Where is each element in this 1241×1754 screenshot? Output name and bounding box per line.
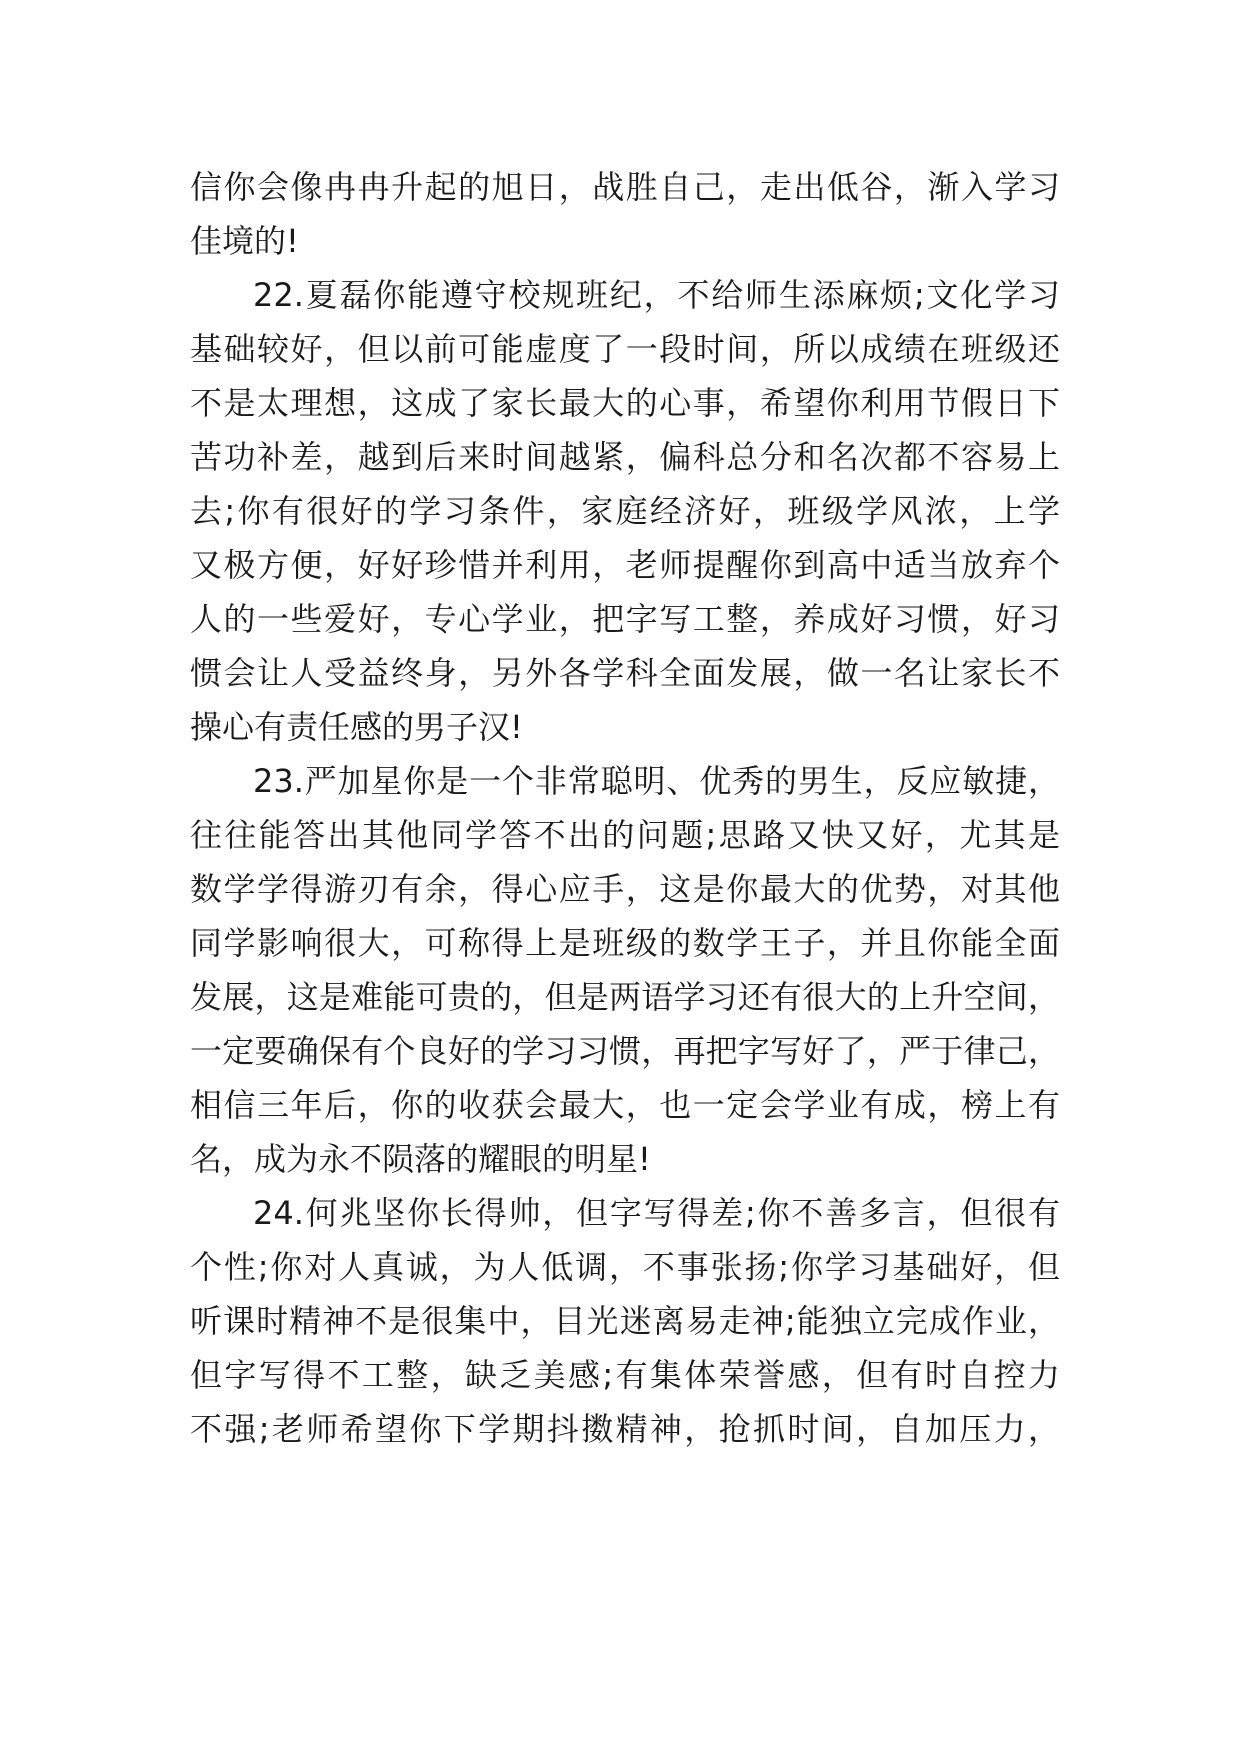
text-line: 佳境的! — [190, 222, 299, 260]
text-line: 名，成为永不陨落的耀眼的明星! — [190, 1140, 651, 1178]
text-line: 往往能答出其他同学答不出的问题;思路又快又好，尤其是 — [190, 816, 1060, 854]
text-line: 不强;老师希望你下学期抖擞精神，抢抓时间，自加压力， — [190, 1410, 1060, 1448]
text-line: 信你会像冉冉升起的旭日，战胜自己，走出低谷，渐入学习 — [190, 168, 1060, 206]
text-line: 听课时精神不是很集中，目光迷离易走神;能独立完成作业， — [190, 1302, 1060, 1340]
text-line: 同学影响很大，可称得上是班级的数学王子，并且你能全面 — [190, 924, 1060, 962]
paragraph-22-start: 22.夏磊你能遵守校规班纪，不给师生添麻烦;文化学习 — [253, 276, 1060, 314]
text-line: 人的一些爱好，专心学业，把字写工整，养成好习惯，好习 — [190, 600, 1060, 638]
text-line: 不是太理想，这成了家长最大的心事，希望你利用节假日下 — [190, 384, 1060, 422]
text-line: 又极方便，好好珍惜并利用，老师提醒你到高中适当放弃个 — [190, 546, 1060, 584]
text-line: 基础较好，但以前可能虚度了一段时间，所以成绩在班级还 — [190, 330, 1060, 368]
text-line: 但字写得不工整，缺乏美感;有集体荣誉感，但有时自控力 — [190, 1356, 1060, 1394]
paragraph-24-start: 24.何兆坚你长得帅，但字写得差;你不善多言，但很有 — [253, 1194, 1060, 1232]
text-line: 操心有责任感的男子汉! — [190, 708, 523, 746]
text-line: 发展，这是难能可贵的，但是两语学习还有很大的上升空间， — [190, 978, 1060, 1016]
text-line: 去;你有很好的学习条件，家庭经济好，班级学风浓，上学 — [190, 492, 1060, 530]
text-line: 惯会让人受益终身，另外各学科全面发展，做一名让家长不 — [190, 654, 1060, 692]
text-line: 相信三年后，你的收获会最大，也一定会学业有成，榜上有 — [190, 1086, 1060, 1124]
text-line: 一定要确保有个良好的学习习惯，再把字写好了，严于律己， — [190, 1032, 1060, 1070]
paragraph-23-start: 23.严加星你是一个非常聪明、优秀的男生，反应敏捷， — [253, 762, 1060, 800]
text-line: 苦功补差，越到后来时间越紧，偏科总分和名次都不容易上 — [190, 438, 1060, 476]
text-line: 个性;你对人真诚，为人低调，不事张扬;你学习基础好，但 — [190, 1248, 1060, 1286]
text-line: 数学学得游刃有余，得心应手，这是你最大的优势，对其他 — [190, 870, 1060, 908]
